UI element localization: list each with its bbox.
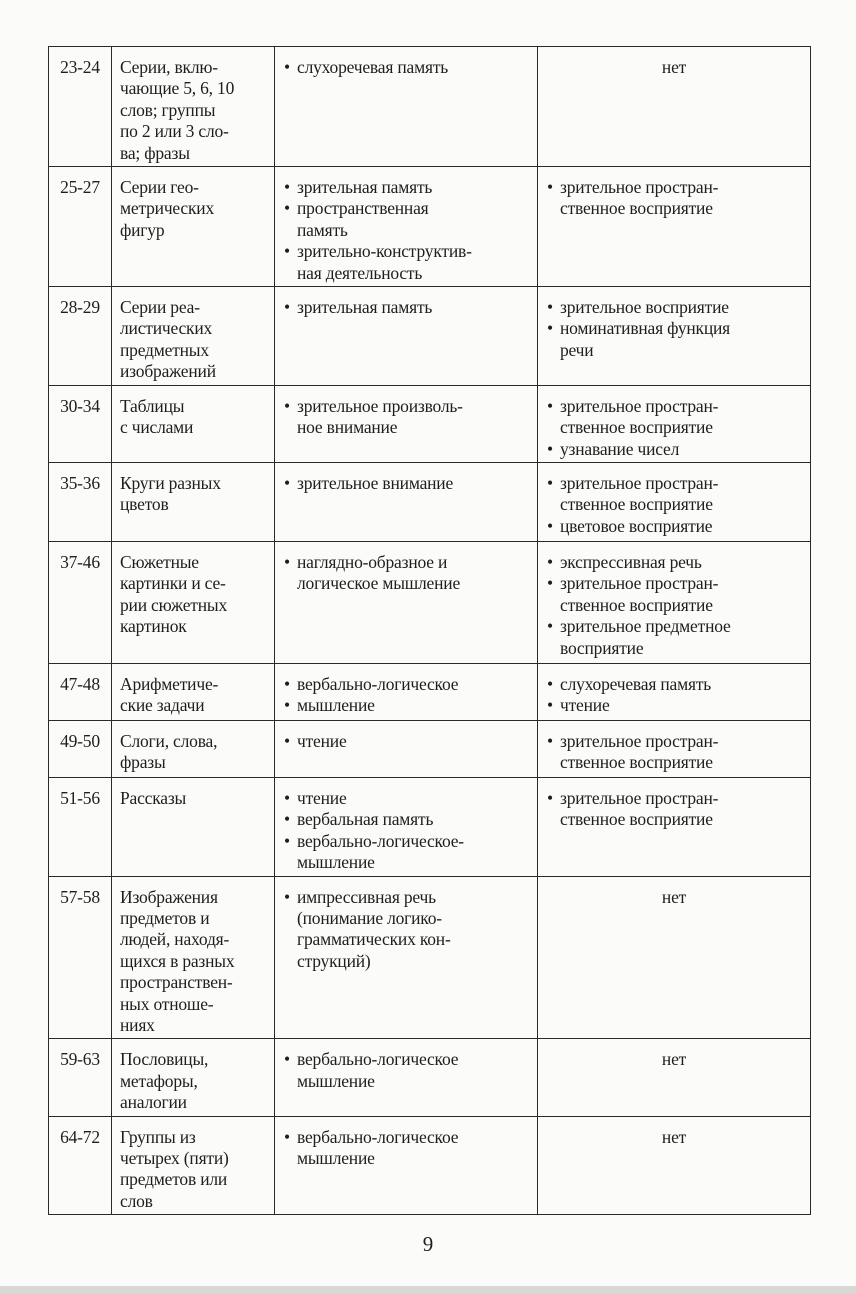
list-item: • вербально-логическое мышление — [283, 1127, 529, 1170]
main-function-list — [283, 887, 529, 973]
task-number-cell: 23-24 — [49, 47, 112, 167]
main-function-cell — [275, 167, 538, 287]
main-function-cell — [275, 541, 538, 663]
material-cell: Круги разных цветов — [112, 462, 275, 541]
main-function-list — [283, 297, 529, 318]
material-cell: Серии, вклю- чающие 5, 6, 10 слов; группы по 2 или 3 сло- ва; фразы — [112, 47, 275, 167]
additional-function-cell — [538, 167, 811, 287]
list-item: • зрительное восприятие — [546, 297, 802, 318]
additional-function-cell — [538, 1039, 811, 1116]
table-row — [49, 1039, 811, 1116]
list-item: • вербальная память — [283, 809, 529, 830]
list-item: • зрительное простран- ственное восприятие — [546, 731, 802, 774]
additional-function-list — [546, 177, 802, 220]
task-number-cell: 59-63 — [49, 1039, 112, 1116]
table-row — [49, 541, 811, 663]
additional-function-list — [546, 396, 802, 460]
material-cell: Сюжетные картинки и се- рии сюжетных картинок — [112, 541, 275, 663]
task-number-cell: 35-36 — [49, 462, 112, 541]
material-cell: Серии гео- метрических фигур — [112, 167, 275, 287]
none-label: нет — [661, 1049, 687, 1070]
list-item: • слухоречевая память — [283, 57, 529, 78]
additional-function-cell — [538, 777, 811, 876]
main-function-cell — [275, 777, 538, 876]
none-label: нет — [661, 1126, 687, 1147]
main-function-list — [283, 1127, 529, 1170]
table-row — [49, 287, 811, 386]
table-row — [49, 720, 811, 777]
main-function-cell — [275, 1039, 538, 1116]
list-item: • зрительное простран- ственное восприятие — [546, 573, 802, 616]
additional-function-list — [546, 674, 802, 717]
list-item: • импрессивная речь (понимание логико- грамматических кон- струкций) — [283, 887, 529, 973]
main-function-list — [283, 552, 529, 595]
additional-function-list — [546, 297, 802, 361]
additional-function-cell — [538, 876, 811, 1039]
list-item: • узнавание чисел — [546, 439, 802, 460]
list-item: • вербально-логическое мышление — [283, 1049, 529, 1092]
additional-function-cell — [538, 1116, 811, 1215]
material-cell: Серии реа- листических предметных изображений — [112, 287, 275, 386]
task-number-cell: 37-46 — [49, 541, 112, 663]
task-number-cell: 28-29 — [49, 287, 112, 386]
page-number: 9 — [422, 1232, 434, 1256]
main-function-cell — [275, 720, 538, 777]
main-function-list — [283, 396, 529, 439]
list-item: • зрительное произволь- ное внимание — [283, 396, 529, 439]
list-item: • экспрессивная речь — [546, 552, 802, 573]
material-cell: Слоги, слова, фразы — [112, 720, 275, 777]
list-item: • зрительная память — [283, 177, 529, 198]
list-item: • зрительная память — [283, 297, 529, 318]
additional-function-cell — [538, 462, 811, 541]
list-item: • вербально-логическое — [283, 674, 529, 695]
main-function-cell — [275, 1116, 538, 1215]
additional-function-cell — [538, 541, 811, 663]
main-function-list — [283, 731, 529, 752]
list-item: • зрительное предметное восприятие — [546, 616, 802, 659]
tasks-table-body — [49, 47, 811, 1215]
table-row — [49, 1116, 811, 1215]
list-item: • чтение — [546, 695, 802, 716]
list-item: • зрительное простран- ственное восприятие — [546, 473, 802, 516]
list-item: • чтение — [283, 788, 529, 809]
task-number-cell: 51-56 — [49, 777, 112, 876]
additional-function-cell — [538, 663, 811, 720]
additional-function-list — [546, 788, 802, 831]
main-function-list — [283, 788, 529, 874]
task-number-cell: 30-34 — [49, 385, 112, 462]
main-function-cell — [275, 462, 538, 541]
main-function-cell — [275, 385, 538, 462]
task-number-cell: 57-58 — [49, 876, 112, 1039]
list-item: • вербально-логическое- мышление — [283, 831, 529, 874]
table-row — [49, 663, 811, 720]
task-number-cell: 25-27 — [49, 167, 112, 287]
list-item: • зрительное простран- ственное восприятие — [546, 177, 802, 220]
main-function-list — [283, 473, 529, 494]
material-cell: Пословицы, метафоры, аналогии — [112, 1039, 275, 1116]
table-row — [49, 47, 811, 167]
additional-function-cell — [538, 720, 811, 777]
list-item: • номинативная функция речи — [546, 318, 802, 361]
additional-function-cell — [538, 287, 811, 386]
none-label: нет — [661, 886, 687, 907]
main-function-list — [283, 57, 529, 78]
task-number-cell: 64-72 — [49, 1116, 112, 1215]
material-cell: Группы из четырех (пяти) предметов или слов — [112, 1116, 275, 1215]
tasks-table — [48, 46, 811, 1215]
list-item: • зрительное простран- ственное восприятие — [546, 788, 802, 831]
main-function-cell — [275, 47, 538, 167]
scan-bottom-edge — [0, 1286, 856, 1294]
additional-function-list — [546, 473, 802, 537]
table-row — [49, 385, 811, 462]
material-cell: Рассказы — [112, 777, 275, 876]
main-function-list — [283, 674, 529, 717]
material-cell: Таблицы с числами — [112, 385, 275, 462]
additional-function-cell — [538, 385, 811, 462]
additional-function-cell — [538, 47, 811, 167]
table-row — [49, 777, 811, 876]
main-function-list — [283, 177, 529, 284]
table-row — [49, 876, 811, 1039]
material-cell: Арифметиче- ские задачи — [112, 663, 275, 720]
main-function-cell — [275, 287, 538, 386]
table-row — [49, 167, 811, 287]
list-item: • зрительно-конструктив- ная деятельность — [283, 241, 529, 284]
table-row — [49, 462, 811, 541]
task-number-cell: 47-48 — [49, 663, 112, 720]
list-item: • слухоречевая память — [546, 674, 802, 695]
none-label: нет — [661, 57, 687, 77]
main-function-list — [283, 1049, 529, 1092]
list-item: • наглядно-образное и логическое мышление — [283, 552, 529, 595]
material-cell: Изображения предметов и людей, находя- щихся в разных пространствен- ных отноше- ниях — [112, 876, 275, 1039]
list-item: • мышление — [283, 695, 529, 716]
main-function-cell — [275, 876, 538, 1039]
main-function-cell — [275, 663, 538, 720]
list-item: • зрительное простран- ственное восприятие — [546, 396, 802, 439]
list-item: • зрительное внимание — [283, 473, 529, 494]
additional-function-list — [546, 552, 802, 659]
list-item: • чтение — [283, 731, 529, 752]
list-item: • цветовое восприятие — [546, 516, 802, 537]
list-item: • пространственная память — [283, 198, 529, 241]
additional-function-list — [546, 731, 802, 774]
task-number-cell: 49-50 — [49, 720, 112, 777]
